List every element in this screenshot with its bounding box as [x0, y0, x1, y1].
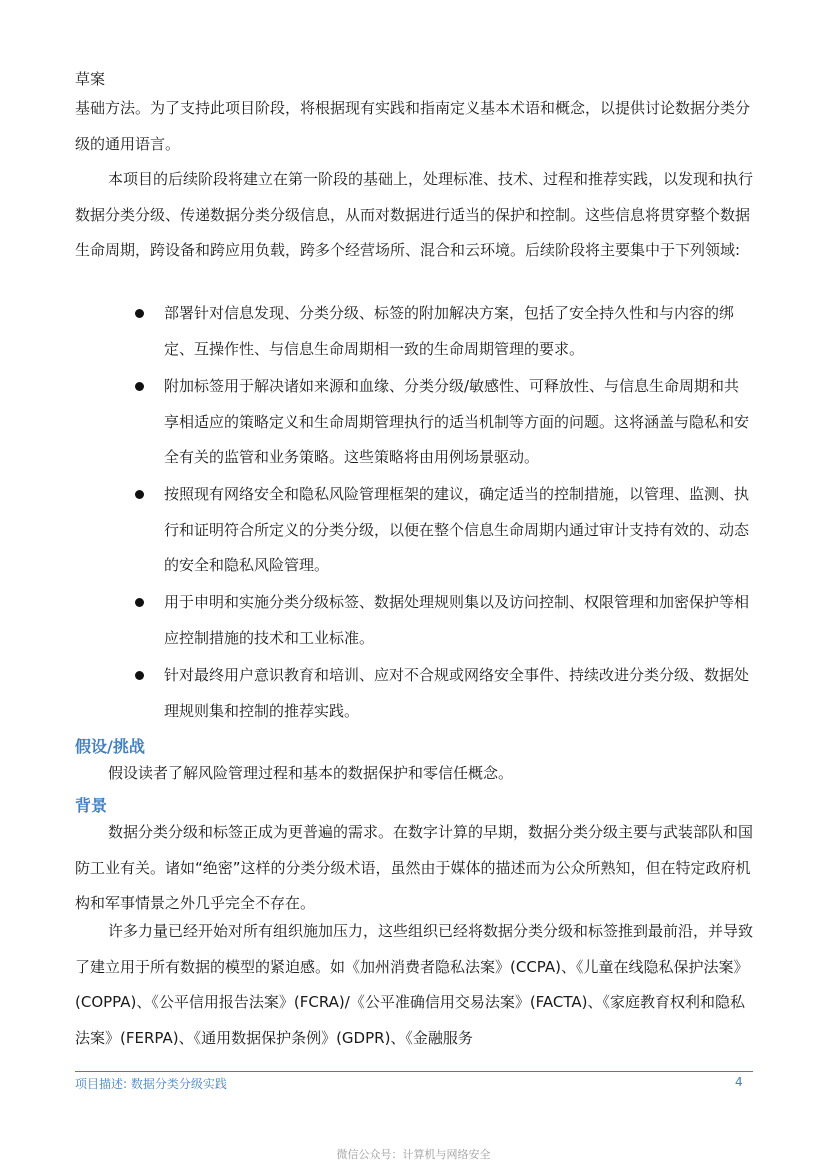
paragraph-later-phases: 本项目的后续阶段将建立在第一阶段的基础上，处理标准、技术、过程和推荐实践，以发现和执行数据分类分级、传递数据分类分级信息，从而对数据进行适当的保护和控制。这些信息将贯穿整个数据生命周期，跨设备和跨应用负载，跨多个经营场所、混合和云环境。后续阶段将主要集中于下列领域: [75, 170, 754, 259]
watermark: 微信公众号：计算机与网络安全 [336, 1148, 491, 1161]
section-heading-assumptions: 假设/挑战 [75, 737, 145, 756]
list-item-text: 按照现有网络安全和隐私风险管理框架的建议，确定适当的控制措施，以管理、监测、执行和证明符合所定义的分类分级，以便在整个信息生命周期内通过审计支持有效的、动态的安全和隐私风险管理。 [164, 485, 750, 574]
list-item [0, 296, 827, 367]
bullet-icon [135, 598, 144, 607]
list-item [0, 369, 827, 477]
bullet-icon [135, 382, 144, 391]
list-item [0, 585, 827, 658]
list-item-text: 附加标签用于解决诸如来源和血缘、分类分级/敏感性、可释放性、与信息生命周期和共享相适应的策略定义和生命周期管理执行的适当机制等方面的问题。这将涵盖与隐私和安全有关的监管和业务策略。这些策略将由用例场景驱动。 [164, 377, 750, 466]
section-heading-background: 背景 [75, 796, 108, 815]
page-number: 4 [735, 1075, 743, 1089]
bullet-icon [135, 671, 144, 680]
draft-label: 草案 [75, 70, 106, 88]
focus-areas-list [0, 296, 827, 729]
list-item-text: 用于申明和实施分类分级标签、数据处理规则集以及访问控制、权限管理和加密保护等相应控制措施的技术和工业标准。 [164, 593, 750, 647]
footer-title: 项目描述: 数据分类分级实践 [75, 1077, 227, 1091]
list-item [0, 658, 827, 729]
list-item-text: 部署针对信息发现、分类分级、标签的附加解决方案，包括了安全持久性和与内容的绑定、互操作性、与信息生命周期相一致的生命周期管理的要求。 [164, 304, 735, 358]
bullet-icon [135, 490, 144, 499]
background-paragraph-1: 数据分类分级和标签正成为更普遍的需求。在数字计算的早期，数据分类分级主要与武装部队和国防工业有关。诸如“绝密”这样的分类分级术语，虽然由于媒体的描述而为公众所熟知，但在特定政府机构和军事情景之外几乎完全不存在。 [75, 823, 754, 912]
footer-divider [75, 1071, 753, 1072]
assumptions-text: 假设读者了解风险管理过程和基本的数据保护和零信任概念。 [108, 764, 514, 782]
list-item-text: 针对最终用户意识教育和培训、应对不合规或网络安全事件、持续改进分类分级、数据处理规则集和控制的推荐实践。 [164, 666, 750, 720]
background-paragraph-2: 许多力量已经开始对所有组织施加压力，这些组织已经将数据分类分级和标签推到最前沿，并导致了建立用于所有数据的模型的紧迫感。如《加州消费者隐私法案》(CCPA)、《儿童在线隐私保护法案》(COPPA)、《公平信用报告法案》(FCRA)/《公平准确信用交易法案》(FACTA)、《家庭教育权利和隐私法案》(FERPA)、《通用数据保护条例》(GDPR)、《金融服务 [75, 922, 754, 1047]
list-item [0, 477, 827, 585]
paragraph-intro: 基础方法。为了支持此项目阶段，将根据现有实践和指南定义基本术语和概念，以提供讨论数据分类分级的通用语言。 [75, 99, 751, 153]
bullet-icon [135, 309, 144, 318]
